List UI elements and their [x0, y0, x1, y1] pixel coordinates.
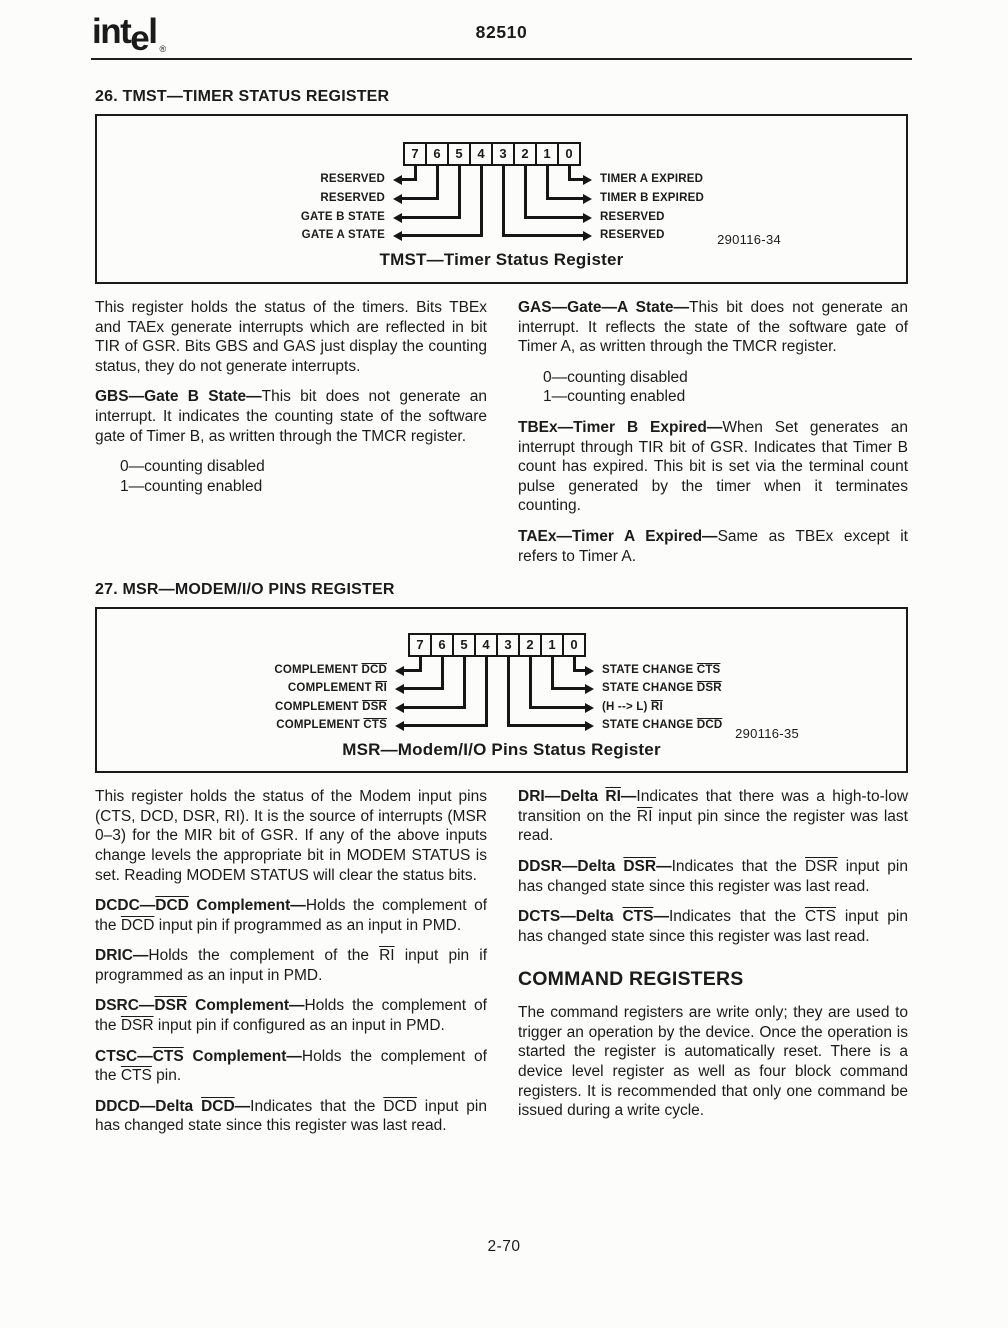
tmst-description-columns [95, 298, 908, 577]
tmst-register-diagram [95, 114, 908, 284]
bit-5: 5 [452, 635, 474, 655]
register-bit-label-left: GATE A STATE [301, 229, 385, 241]
paragraph: TBEx—Timer B Expired—When Set generates an interrupt through TIR bit of GSR. Indicates that Timer B count has expired. This bit is set via the terminal count pulse generated by the timer when it terminates counting. [518, 418, 908, 515]
paragraph: $CTSC—\overline{CTS}$ Complement—Holds the complement of the $\overline{CTS}$ pin. [95, 1047, 487, 1085]
page-number: 2-70 [487, 1238, 521, 1255]
bit-4: 4 [474, 635, 496, 655]
definition-term: $DSRC—\overline{DSR}$ Complement— [95, 997, 305, 1015]
overlined-signal: $\overline{RI}$ [379, 947, 395, 965]
connector-line [485, 657, 488, 727]
register-bit-label-left: COMPLEMENT $\overline{DCD}$ [274, 664, 387, 677]
value-list-item: 1—counting enabled [543, 388, 686, 406]
overlined-signal: $\overline{RI}$ [605, 788, 621, 806]
paragraph: DRI—Delta $\overline{RI}—Indicates$ that there was a high-to-low transition on the $\overline{RI}$ input pin since the register was last read. [518, 788, 909, 845]
register-bit-label-left: RESERVED [320, 192, 385, 204]
register-bit-label-left: GATE B STATE [300, 211, 385, 223]
overlined-signal: $\overline{CTS}$ [804, 908, 836, 926]
overlined-signal: $\overline{DCD}$ [696, 719, 723, 732]
connector-line [441, 657, 444, 690]
overlined-signal: $\overline{DCD}$ [383, 1097, 417, 1115]
connector-line [401, 178, 417, 181]
overlined-signal: $\overline{DSR}$ [120, 1017, 154, 1035]
definition-term: GBS—Gate B State— [95, 388, 262, 406]
definition-term: DRI—Delta $\overline{RI}—$ [518, 788, 637, 806]
paragraph: DDCD—Delta $\overline{DCD}—Indicates$ that the $\overline{DCD}$ input pin has changed state since this register was last read. [95, 1097, 487, 1135]
connector-line [403, 706, 466, 709]
bit-3: 3 [496, 635, 518, 655]
figure-reference-number: 290116-35 [735, 726, 799, 742]
bit-2: 2 [518, 635, 540, 655]
arrowhead-left [395, 703, 404, 713]
paragraph: This register holds the status of the Modem input pins (CTS, DCD, DSR, RI). It is the source of interrupts (MSR 0–3) for the MIR bit of GSR. If any of the above inputs change levels the appropriate bit in MODEM STATUS is set. Reading MODEM STATUS will clear the status bits. [95, 788, 487, 884]
value-list [518, 368, 908, 407]
bit-6: 6 [425, 144, 447, 164]
arrowhead-right [583, 231, 592, 241]
connector-line [551, 687, 587, 690]
register-bit-label-left: COMPLEMENT $\overline{DSR}$ [274, 701, 387, 714]
bit-5: 5 [447, 144, 469, 164]
overlined-signal: $\overline{CTS}$ [363, 719, 387, 732]
overlined-signal: $\overline{DCD}$ [201, 1097, 235, 1115]
connector-line [524, 216, 585, 219]
paragraph: DRIC—Holds the complement of the $\overline{RI}$ input pin if programmed as an input in PMD. [95, 947, 488, 984]
connector-line [502, 166, 505, 237]
register-bit-label-left: COMPLEMENT $\overline{CTS}$ [276, 719, 387, 732]
overlined-signal: $\overline{CTS}$ [152, 1047, 184, 1065]
register-bit-label-right: (H --> L) $\overline{RI}$ [602, 701, 663, 714]
paragraph: The command registers are write only; they are used to trigger an operation by the device. Once the operation is started the register is automatically reset. There is a device level register as well as four block command registers. It is recommended that only one command be issued during a write cycle. [518, 1004, 908, 1120]
tmst-left-column [95, 298, 487, 577]
bit-6: 6 [430, 635, 452, 655]
connector-line [529, 706, 587, 709]
bit-7: 7 [411, 146, 419, 161]
arrowhead-right [585, 721, 594, 731]
bit-number-row [403, 142, 581, 166]
part-number-title: 82510 [475, 22, 528, 42]
definition-term: $DCDC—\overline{DCD}$ Complement— [95, 897, 306, 915]
arrowhead-left [395, 666, 404, 676]
arrowhead-right [585, 666, 594, 676]
register-bit-label-right: STATE CHANGE $\overline{DSR}$ [602, 682, 722, 695]
header-rule [91, 58, 912, 60]
arrowhead-left [395, 721, 404, 731]
overlined-signal: $\overline{DSR}$ [623, 857, 657, 875]
connector-line [507, 657, 510, 727]
bit-number-row [408, 633, 586, 657]
connector-line [546, 197, 585, 200]
arrowhead-left [393, 231, 402, 241]
msr-register-diagram [95, 607, 908, 773]
arrowhead-left [393, 213, 402, 223]
register-bit-label-left: COMPLEMENT $\overline{RI}$ [287, 682, 387, 695]
bit-0: 0 [562, 635, 584, 655]
bit-0: 0 [557, 144, 579, 164]
msr-description-columns [95, 787, 908, 1147]
page-header [92, 12, 908, 58]
overlined-signal: $\overline{DCD}$ [155, 897, 189, 915]
connector-line [436, 166, 439, 200]
paragraph: This register holds the status of the timers. Bits TBEx and TAEx generate interrupts which are reflected in bit TIR of GSR. Bits GBS and GAS just display the counting status, they do not generate interrupts. [95, 299, 487, 375]
value-list-item: 0—counting disabled [543, 368, 688, 386]
overlined-signal: $\overline{RI}$ [375, 682, 387, 695]
register-bit-label-right: RESERVED [600, 211, 665, 223]
arrowhead-right [583, 194, 592, 204]
bit-1: 1 [540, 635, 562, 655]
connector-line [507, 724, 587, 727]
definition-term: GAS—Gate—A State— [518, 299, 690, 316]
overlined-signal: $\overline{DSR}$ [362, 701, 387, 714]
overlined-signal: $\overline{DSR}$ [696, 682, 722, 695]
connector-line [403, 687, 444, 690]
register-bit-label-right: STATE CHANGE $\overline{DCD}$ [602, 719, 723, 732]
paragraph: GAS—Gate—A State—This bit does not generate an interrupt. It reflects the state of the software gate of Timer A, as written through the TMCR register. [518, 299, 908, 356]
connector-line [480, 166, 483, 237]
bit-4: 4 [469, 144, 491, 164]
bit-7: 7 [416, 637, 424, 653]
definition-term: DDCD—Delta $\overline{DCD}—$ [95, 1097, 251, 1115]
figure-caption: MSR—Modem/I/O Pins Status Register [342, 740, 661, 760]
section-27-heading: 27. MSR—MODEM/I/O PINS REGISTER [95, 581, 395, 599]
overlined-signal: $\overline{DCD}$ [361, 664, 387, 677]
paragraph: $DSRC—\overline{DSR}$ Complement—Holds the complement of the $\overline{DSR}$ input pin if configured as an input in PMD. [95, 997, 487, 1035]
page-footer [0, 1238, 1008, 1256]
arrowhead-left [393, 194, 402, 204]
connector-line [573, 669, 587, 672]
definition-term: TBEx—Timer B Expired— [518, 418, 723, 436]
overlined-signal: $\overline{DCD}$ [120, 916, 155, 934]
definition-term: $CTSC—\overline{CTS}$ Complement— [95, 1047, 302, 1065]
command-registers-heading: COMMAND REGISTERS [518, 968, 744, 991]
arrowhead-right [583, 175, 592, 185]
register-bit-label-left: RESERVED [320, 173, 385, 185]
overlined-signal: $\overline{CTS}$ [696, 664, 721, 677]
bit-1: 1 [535, 144, 557, 164]
registered-trademark: ® [159, 44, 167, 54]
connector-line [458, 166, 461, 219]
register-bit-label-right: STATE CHANGE $\overline{CTS}$ [602, 664, 721, 677]
connector-line [403, 724, 488, 727]
value-list [95, 457, 487, 496]
arrowhead-left [393, 175, 402, 185]
connector-line [401, 234, 483, 237]
bit-3: 3 [491, 144, 513, 164]
definition-term: DDSR—Delta $\overline{DSR}—$ [518, 857, 672, 875]
connector-line [401, 197, 439, 200]
paragraph: DCTS—Delta $\overline{CTS}—Indicates$ that the $\overline{CTS}$ input pin has changed state since this register was last read. [518, 908, 908, 945]
definition-term: TAEx—Timer A Expired— [518, 527, 718, 545]
value-list-item: 1—counting enabled [120, 477, 263, 495]
connector-line [524, 166, 527, 219]
connector-line [568, 178, 585, 181]
msr-left-column [95, 787, 487, 1147]
arrowhead-right [583, 213, 592, 223]
msr-right-column [518, 787, 908, 1147]
register-bit-label-right: TIMER A EXPIRED [600, 173, 704, 185]
overlined-signal: $\overline{RI}$ [650, 701, 663, 714]
intel-logo: intel ® [92, 12, 167, 58]
tmst-right-column [518, 298, 908, 577]
overlined-signal: $\overline{RI}$ [636, 807, 653, 825]
connector-line [401, 216, 461, 219]
connector-line [502, 234, 585, 237]
figure-caption: TMST—Timer Status Register [379, 250, 624, 269]
overlined-signal: $\overline{CTS}$ [120, 1067, 152, 1085]
section-26-heading: 26. TMST—TIMER STATUS REGISTER [95, 88, 390, 105]
register-bit-label-right: RESERVED [600, 229, 665, 241]
definition-term: DCTS—Delta $\overline{CTS}—$ [518, 908, 669, 926]
register-bit-label-right: TIMER B EXPIRED [600, 192, 704, 204]
overlined-signal: $\overline{DSR}$ [154, 997, 188, 1015]
overlined-signal: $\overline{DSR}$ [804, 857, 838, 875]
overlined-signal: $\overline{CTS}$ [622, 908, 654, 926]
value-list-item: 0—counting disabled [120, 458, 265, 476]
paragraph: DDSR—Delta $\overline{DSR}—Indicates$ that the $\overline{DSR}$ input pin has changed state since this register was last read. [518, 857, 908, 895]
paragraph: $DCDC—\overline{DCD}$ Complement—Holds the complement of the $\overline{DCD}$ input pin if programmed as an input in PMD. [95, 897, 487, 934]
connector-line [529, 657, 532, 709]
bit-2: 2 [513, 144, 535, 164]
arrowhead-left [395, 684, 404, 694]
connector-line [546, 166, 549, 200]
figure-reference-number: 290116-34 [717, 232, 781, 247]
definition-term: DRIC— [95, 947, 149, 965]
connector-line [551, 657, 554, 690]
arrowhead-right [585, 703, 594, 713]
arrowhead-right [585, 684, 594, 694]
connector-line [403, 669, 422, 672]
paragraph: GBS—Gate B State—This bit does not generate an interrupt. It indicates the counting state of the software gate of Timer B, as written through the TMCR register. [95, 388, 487, 445]
connector-line [463, 657, 466, 709]
paragraph: TAEx—Timer A Expired—Same as TBEx except it refers to Timer A. [518, 527, 908, 565]
